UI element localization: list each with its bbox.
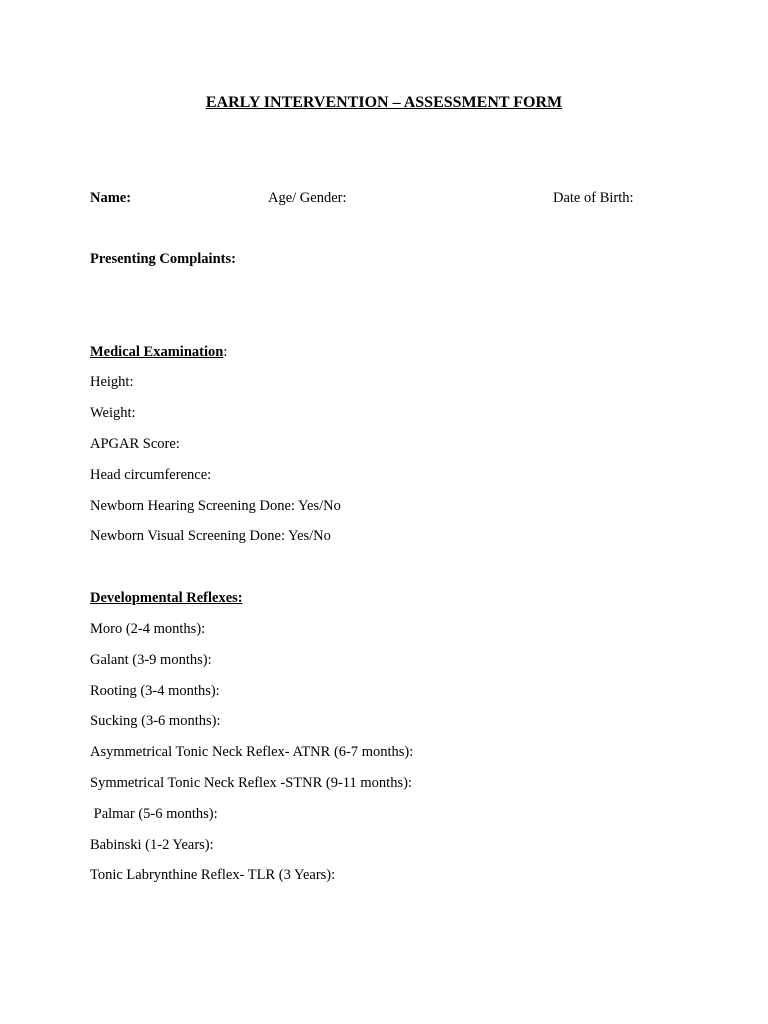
head-circumference-field-label: Head circumference: [90, 467, 212, 483]
date-of-birth-label: Date of Birth: [553, 190, 634, 206]
reflex-moro-label: Moro (2-4 months): [90, 621, 206, 637]
reflex-atnr-label: Asymmetrical Tonic Neck Reflex- ATNR (6-7 months): [90, 744, 414, 760]
height-field-label: Height: [90, 374, 134, 390]
reflex-galant-label: Galant (3-9 months): [90, 652, 212, 668]
weight-field-label: Weight: [90, 405, 136, 421]
medical-examination-heading-line [90, 343, 227, 361]
medical-examination-heading: Medical Examination [90, 344, 224, 360]
age-gender-label: Age/ Gender: [268, 190, 347, 206]
presenting-complaints-label: Presenting Complaints: [90, 251, 236, 267]
visual-screening-field-label: Newborn Visual Screening Done: Yes/No [90, 528, 331, 544]
page-title: EARLY INTERVENTION – ASSESSMENT FORM [205, 94, 563, 111]
reflex-stnr-label: Symmetrical Tonic Neck Reflex -STNR (9-11 months): [90, 775, 412, 791]
hearing-screening-field-label: Newborn Hearing Screening Done: Yes/No [90, 498, 341, 514]
reflex-rooting-label: Rooting (3-4 months): [90, 683, 220, 699]
reflex-tlr-label: Tonic Labrynthine Reflex- TLR (3 Years): [90, 867, 336, 883]
name-label: Name: [90, 190, 132, 206]
reflex-palmar-label: Palmar (5-6 months): [90, 806, 218, 822]
medical-examination-heading-colon: : [223, 344, 228, 360]
apgar-score-field-label: APGAR Score: [90, 436, 180, 452]
reflex-sucking-label: Sucking (3-6 months): [90, 713, 221, 729]
reflex-babinski-label: Babinski (1-2 Years): [90, 837, 214, 853]
developmental-reflexes-heading: Developmental Reflexes: [90, 590, 243, 606]
